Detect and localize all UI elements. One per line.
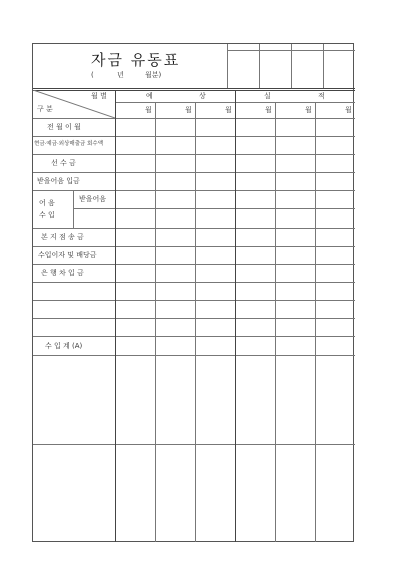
row-line — [33, 300, 355, 301]
row-line — [33, 355, 355, 356]
header-category-label: 구 분 — [37, 105, 53, 113]
header-forecast-a: 예 — [146, 92, 153, 100]
header-month-col: 월 — [225, 106, 232, 114]
header-actual-a: 실 — [264, 92, 271, 100]
row-label-cash-collection: 현금·예금·외상매출금 회수액 — [34, 141, 104, 147]
col-line — [235, 90, 236, 542]
header-month-col: 월 — [265, 106, 272, 114]
row-line — [33, 444, 355, 445]
col-line — [275, 102, 276, 542]
cash-flow-form — [32, 43, 354, 542]
row-label-notes-sub: 받을어음 — [79, 195, 107, 203]
header-month-col: 월 — [185, 106, 192, 114]
approval-box-line — [323, 44, 324, 88]
col-line — [155, 102, 156, 542]
row-label-bank-loan: 은 행 차 입 금 — [41, 269, 84, 277]
approval-box-line — [227, 44, 228, 88]
row-line — [33, 154, 355, 155]
form-subtitle-year: 년 — [117, 71, 124, 79]
row-line — [33, 282, 355, 283]
header-month-col: 월 — [145, 106, 152, 114]
row-line — [33, 336, 355, 337]
header-month-label: 월 별 — [91, 92, 107, 100]
col-line — [195, 102, 196, 542]
row-line — [33, 136, 355, 137]
row-label-income-total: 수 입 계 (A) — [45, 342, 83, 350]
row-label-hq-remit: 본 지 점 송 금 — [41, 233, 84, 241]
row-line — [33, 118, 355, 119]
header-month-col: 월 — [345, 106, 352, 114]
header-forecast-b: 상 — [199, 92, 206, 100]
col-line — [73, 190, 74, 228]
row-label-advance: 선 수 금 — [51, 159, 76, 167]
row-line — [33, 190, 355, 191]
header-month-col: 월 — [305, 106, 312, 114]
form-title: 자금 유동표 — [91, 51, 181, 69]
row-line — [33, 318, 355, 319]
form-subtitle-month: 월분) — [145, 71, 162, 79]
row-label-notes-receipt: 받을어음 입금 — [37, 177, 80, 185]
approval-box-line — [259, 44, 260, 88]
row-label-notes-group-b: 수 입 — [39, 211, 55, 219]
col-line — [115, 90, 116, 542]
row-line — [33, 172, 355, 173]
row-line — [33, 88, 355, 89]
col-line — [315, 102, 316, 542]
row-label-notes-group-a: 어 음 — [39, 199, 55, 207]
form-subtitle-open: ( — [91, 71, 94, 79]
row-label-prev-month: 전 월 이 월 — [47, 123, 81, 131]
row-line — [33, 246, 355, 247]
approval-box-line — [291, 44, 292, 88]
row-line — [33, 264, 355, 265]
header-actual-b: 적 — [318, 92, 325, 100]
row-line — [33, 228, 355, 229]
row-label-interest: 수입이자 및 배당금 — [38, 251, 97, 259]
